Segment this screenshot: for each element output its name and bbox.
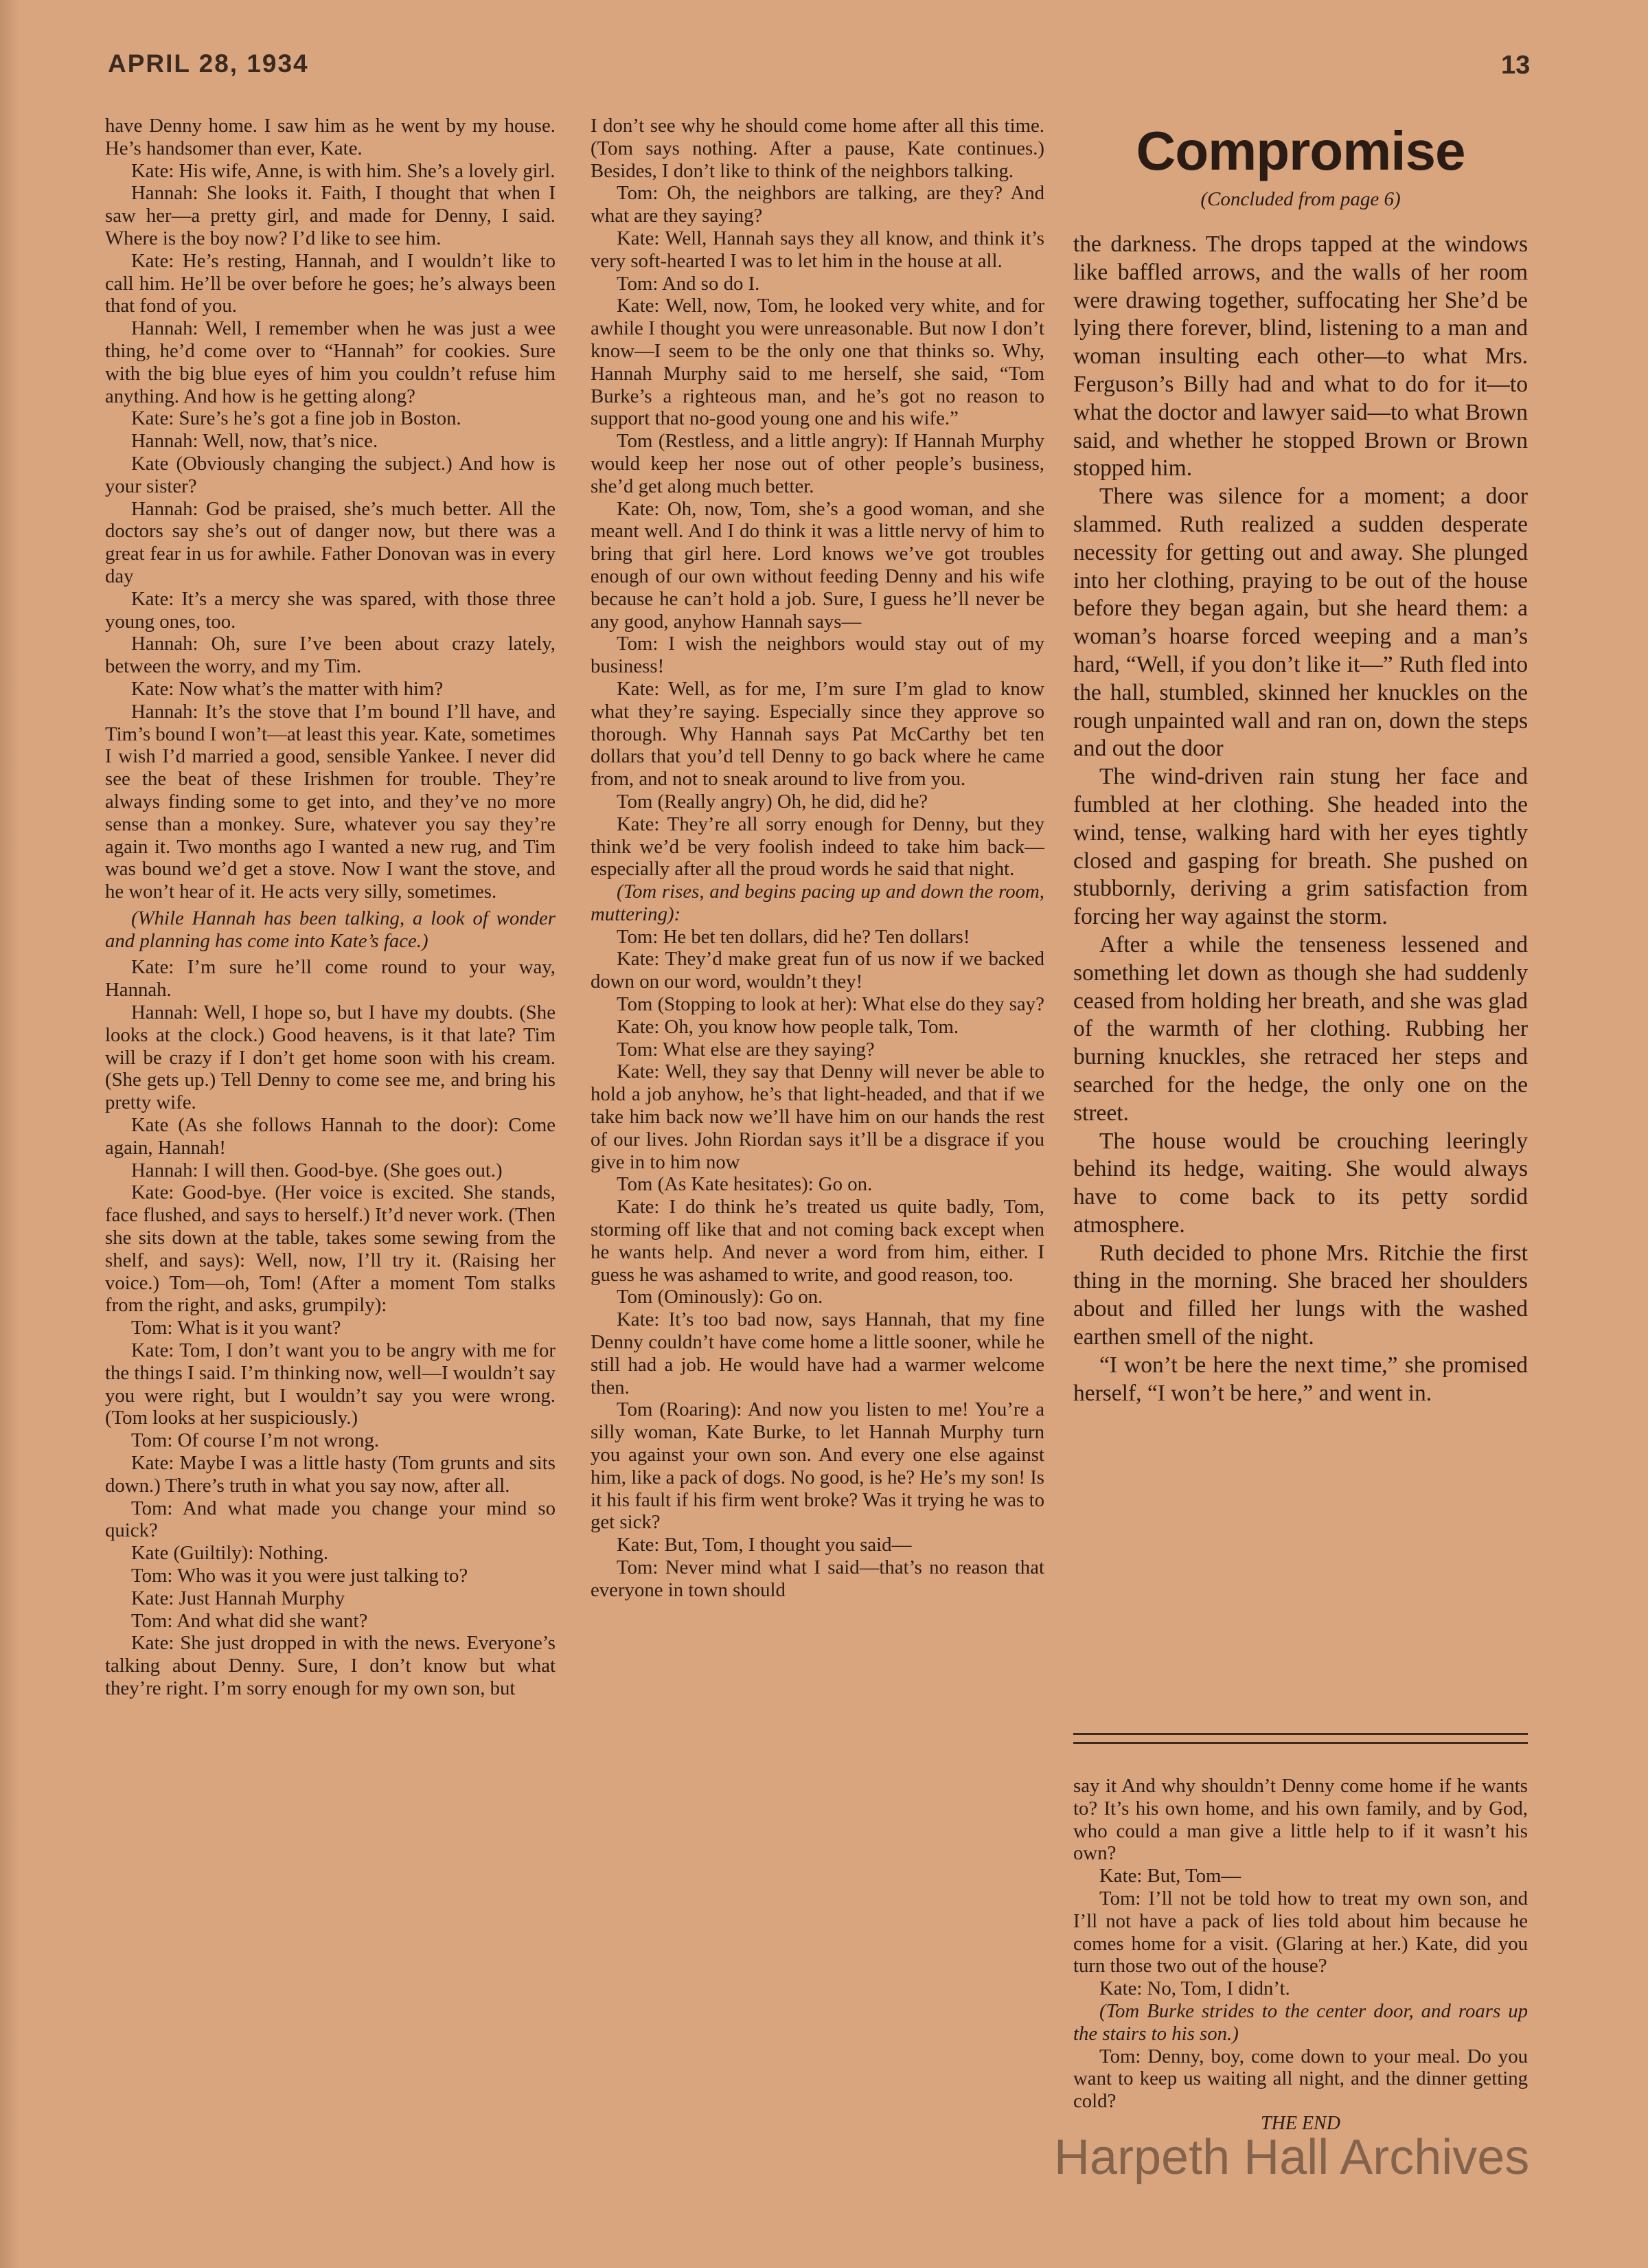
story-title: Compromise: [1136, 120, 1465, 181]
play-paragraph: Tom: I wish the neighbors would stay out of my business!: [591, 633, 1044, 678]
play-paragraph: Kate (Obviously changing the subject.) And how is your sister?: [105, 452, 556, 497]
play-paragraph: Kate: Well, they say that Denny will never be able to hold a job anyhow, he’s that light-headed, and that if we take him back now we’ll have him on our hands the rest of our lives. John Riordan says it’ll be a disgrace if you give in to him now: [591, 1061, 1044, 1173]
play-paragraph: Kate: But, Tom—: [1099, 1865, 1241, 1887]
archive-watermark: Harpeth Hall Archives: [1054, 2130, 1530, 2185]
play-paragraph: Kate: Good-bye. (Her voice is excited. She stands, face flushed, and says to herself.) It’d never work. (Then she sits down at the table, takes some sewing from the shelf, and says): Well, now, I’ll try it. (Raising her voice.) Tom—oh, Tom! (After a moment Tom stalks from the right, and asks, grumpily):: [105, 1181, 556, 1317]
play-paragraph: Hannah: Well, I remember when he was just a wee thing, he’d come over to “Hannah” for cookies. Sure with the big blue eyes of him you couldn’t refuse him anything. And how is he getting along?: [105, 317, 556, 407]
play-paragraph: Tom (Stopping to look at her): What else do they say?: [617, 993, 1044, 1016]
play-paragraph: Tom: Never mind what I said—that’s no reason that everyone in town should: [591, 1556, 1044, 1601]
play-paragraph: Hannah: I will then. Good-bye. (She goes out.): [131, 1159, 503, 1181]
play-paragraph: Tom: And what made you change your mind so quick?: [105, 1497, 556, 1542]
play-paragraph: I don’t see why he should come home after all this time. (Tom says nothing. After a pause, Kate continues.) Besides, I don’t like to think of the neighbors talking.: [591, 115, 1044, 182]
play-paragraph: Hannah: Oh, sure I’ve been about crazy lately, between the worry, and my Tim.: [105, 633, 556, 678]
play-paragraph: Tom: Oh, the neighbors are talking, are they? And what are they saying?: [591, 182, 1044, 227]
play-paragraph: Hannah: She looks it. Faith, I thought that when I saw her—a pretty girl, and made for Denny, I said. Where is the boy now? I’d like to see him.: [105, 182, 556, 249]
play-column-1: [105, 115, 556, 2244]
story-paragraph: “I won’t be here the next time,” she promised herself, “I won’t be here,” and went in.: [1073, 1352, 1528, 1406]
stage-direction: (Tom rises, and begins pacing up and down the room, muttering):: [591, 881, 1044, 925]
play-paragraph: Kate: Well, as for me, I’m sure I’m glad to know what they’re saying. Especially since they approve so thorough. Why Hannah says Pat McCarthy bet ten dollars that you’d tell Denny to go back where he came from, and not to sneak around to live from you.: [591, 677, 1044, 791]
play-paragraph: Tom (Ominously): Go on.: [617, 1286, 823, 1308]
play-paragraph: Tom: And what did she want?: [131, 1609, 368, 1632]
play-paragraph: Kate: Sure’s he’s got a fine job in Boston.: [131, 407, 461, 430]
play-paragraph: Tom: Denny, boy, come down to your meal. Do you want to keep us waiting all night, and the dinner getting cold?: [1073, 2045, 1528, 2113]
play-paragraph: Kate: They’d make great fun of us now if we backed down on our word, wouldn’t they!: [591, 948, 1044, 993]
page-number: 13: [1501, 51, 1531, 80]
play-paragraph: Kate: Now what’s the matter with him?: [131, 677, 444, 700]
play-paragraph: Kate: It’s too bad now, says Hannah, that my fine Denny couldn’t have come home a little sooner, while he still had a job. He would have had a warmer welcome then.: [591, 1308, 1044, 1398]
play-paragraph: Kate: Well, Hannah says they all know, and think it’s very soft-hearted I was to let him in the house at all.: [591, 227, 1044, 272]
play-paragraph: Kate: Oh, now, Tom, she’s a good woman, and she meant well. And I do think it was a little nervy of him to bring that girl here. Lord knows we’ve got troubles enough of our own without feeding Denny and his wife because he can’t hold a job. Sure, I guess he’ll never be any good, anyhow Hannah says—: [591, 497, 1044, 633]
play-paragraph: Kate: He’s resting, Hannah, and I wouldn’t like to call him. He’ll be over before he goes; he’s always been that fond of you.: [105, 249, 556, 317]
play-paragraph: Kate: No, Tom, I didn’t.: [1099, 1977, 1290, 2000]
play-paragraph: have Denny home. I saw him as he went by my house. He’s handsomer than ever, Kate.: [105, 115, 556, 159]
play-paragraph: Hannah: Well, I hope so, but I have my doubts. (She looks at the clock.) Good heavens, is it that late? Tim will be crazy if I don’t get home soon with his cream. (She gets up.) Tell Denny to come see me, and bring his pretty wife.: [105, 1001, 556, 1114]
section-divider: [1073, 1733, 1528, 1744]
play-paragraph: Tom (Restless, and a little angry): If Hannah Murphy would keep her nose out of other people’s business, she’d get along much better.: [591, 430, 1044, 497]
play-paragraph: Tom (Roaring): And now you listen to me! You’re a silly woman, Kate Burke, to let Hannah Murphy turn you against your own son. And every one else against him, like a pack of dogs. No good, is he? He’s my son! Is it his fault if his firm went broke? Was it trying he was to get sick?: [591, 1398, 1044, 1534]
play-paragraph: Kate (Guiltily): Nothing.: [131, 1542, 329, 1565]
story-body: [1073, 231, 1528, 1407]
play-paragraph: Kate (As she follows Hannah to the door): Come again, Hannah!: [105, 1114, 556, 1159]
play-paragraph: Kate: Maybe I was a little hasty (Tom grunts and sits down.) There’s truth in what you say now, after all.: [105, 1452, 556, 1497]
play-paragraph: Kate: Tom, I don’t want you to be angry with me for the things I said. I’m thinking now, well—I wouldn’t say you were right, but I wouldn’t say you were wrong. (Tom looks at her suspiciously.): [105, 1339, 556, 1429]
play-paragraph: Kate: Just Hannah Murphy: [131, 1587, 345, 1609]
story-paragraph: The wind-driven rain stung her face and fumbled at her clothing. She headed into the wind, tense, walking hard with her eyes tightly closed and gasping for breath. She pushed on stubbornly, deriving a grim satisfaction from forcing her way against the storm.: [1073, 764, 1528, 930]
binding-shadow: [0, 0, 21, 2268]
play-paragraph: Tom: I’ll not be told how to treat my own son, and I’ll not have a pack of lies told about him because he comes home for a visit. (Glaring at her.) Kate, did you turn those two out of the house?: [1073, 1887, 1528, 1977]
the-end: THE END: [1261, 2112, 1340, 2134]
play-paragraph: Tom: Of course I’m not wrong.: [131, 1429, 380, 1452]
stage-direction: (While Hannah has been talking, a look of wonder and planning has come into Kate’s face.): [105, 907, 556, 952]
play-paragraph: Kate: It’s a mercy she was spared, with those three young ones, too.: [105, 587, 556, 633]
issue-date: APRIL 28, 1934: [108, 49, 309, 78]
play-paragraph: Tom (As Kate hesitates): Go on.: [617, 1173, 873, 1196]
play-paragraph: Hannah: It’s the stove that I’m bound I’ll have, and Tim’s bound I won’t—at least this year. Kate, sometimes I wish I’d married a good, sensible Yankee. I never did see the beat of these Irishmen for trouble. They’re always finding some to get into, and they’ve no more sense than a monkey. Sure, whatever you say they’re again it. Two months ago I wanted a new rug, and Tim was bound we’d get a stove. Now I want the stove, and he won’t hear of it. He acts very silly, sometimes.: [105, 700, 556, 903]
story-paragraph: There was silence for a moment; a door slammed. Ruth realized a sudden desperate necessity for getting out and away. She plunged into her clothing, praying to be out of the house before they began again, but she heard them: a woman’s hoarse forced weeping and a man’s hard, “Well, if you don’t like it—” Ruth fled into the hall, stumbled, skinned her knuckles on the rough unpainted wall and ran on, down the steps and out the door: [1073, 484, 1528, 762]
story-continuation-note: (Concluded from page 6): [1200, 188, 1401, 210]
play-paragraph: Kate: I’m sure he’ll come round to your way, Hannah.: [105, 956, 556, 1001]
play-paragraph: Kate: I do think he’s treated us quite badly, Tom, storming off like that and not coming back except when he wants help. And never a word from him, either. I guess he was ashamed to write, and good reason, too.: [591, 1196, 1044, 1286]
play-paragraph: Tom: He bet ten dollars, did he? Ten dollars!: [617, 925, 970, 948]
play-paragraph: Kate: Well, now, Tom, he looked very white, and for awhile I thought you were unreasonable. But now I don’t know—I seem to be the only one that thinks so. Why, Hannah Murphy said to me herself, she said, “Tom Burke’s a righteous man, and he’s got no reason to support that no-good young one and his wife.”: [591, 295, 1044, 430]
play-paragraph: Hannah: God be praised, she’s much better. All the doctors say she’s out of danger now, but there was a great fear in us for awhile. Father Donovan was in every day: [105, 497, 556, 587]
story-paragraph: the darkness. The drops tapped at the windows like baffled arrows, and the walls of her room were drawing together, suffocating her She’d be lying there forever, blind, listening to a man and woman insulting each other—to what Mrs. Ferguson’s Billy had and what to do for it—to what the doctor and lawyer said—to what Brown said, and whether he stopped Brown or Brown stopped him.: [1073, 231, 1528, 481]
play-paragraph: Kate: But, Tom, I thought you said—: [617, 1534, 912, 1556]
story-paragraph: After a while the tenseness lessened and something let down as though she had suddenly ceased from holding her breath, and she was glad of the warmth of her clothing. Rubbing her burning knuckles, she retraced her steps and searched for the hedge, the only one on the street.: [1073, 931, 1528, 1126]
play-column-3: [1073, 1775, 1528, 2135]
play-paragraph: Hannah: Well, now, that’s nice.: [131, 430, 378, 453]
story-paragraph: Ruth decided to phone Mrs. Ritchie the first thing in the morning. She braced her shoulders about and filled her lungs with the washed earthen smell of the night.: [1073, 1240, 1528, 1350]
story-paragraph: The house would be crouching leeringly behind its hedge, waiting. She would always have to come back to its petty sordid atmosphere.: [1073, 1128, 1528, 1238]
play-paragraph: say it And why shouldn’t Denny come home if he wants to? It’s his own home, and his own family, and by God, who could a man give a little help to if it wasn’t his own?: [1073, 1775, 1528, 1865]
play-paragraph: Tom: And so do I.: [617, 272, 760, 295]
story-column: [1073, 118, 1528, 1407]
stage-direction: (Tom Burke strides to the center door, and roars up the stairs to his son.): [1073, 1999, 1528, 2045]
play-paragraph: Kate: They’re all sorry enough for Denny, but they think we’d be very foolish indeed to take him back—especially after all the proud words he said that night.: [591, 813, 1044, 881]
play-paragraph: Tom (Really angry) Oh, he did, did he?: [617, 790, 928, 813]
play-paragraph: Kate: His wife, Anne, is with him. She’s a lovely girl.: [131, 159, 556, 182]
play-paragraph: Tom: What is it you want?: [131, 1317, 341, 1339]
play-paragraph: Tom: Who was it you were just talking to?: [131, 1565, 468, 1587]
play-column-2: [591, 115, 1044, 2244]
play-paragraph: Tom: What else are they saying?: [617, 1038, 875, 1061]
play-paragraph: Kate: Oh, you know how people talk, Tom.: [617, 1015, 959, 1038]
play-paragraph: Kate: She just dropped in with the news. Everyone’s talking about Denny. Sure, I don’t know but what they’re right. I’m sorry enough for my own son, but: [105, 1632, 556, 1699]
